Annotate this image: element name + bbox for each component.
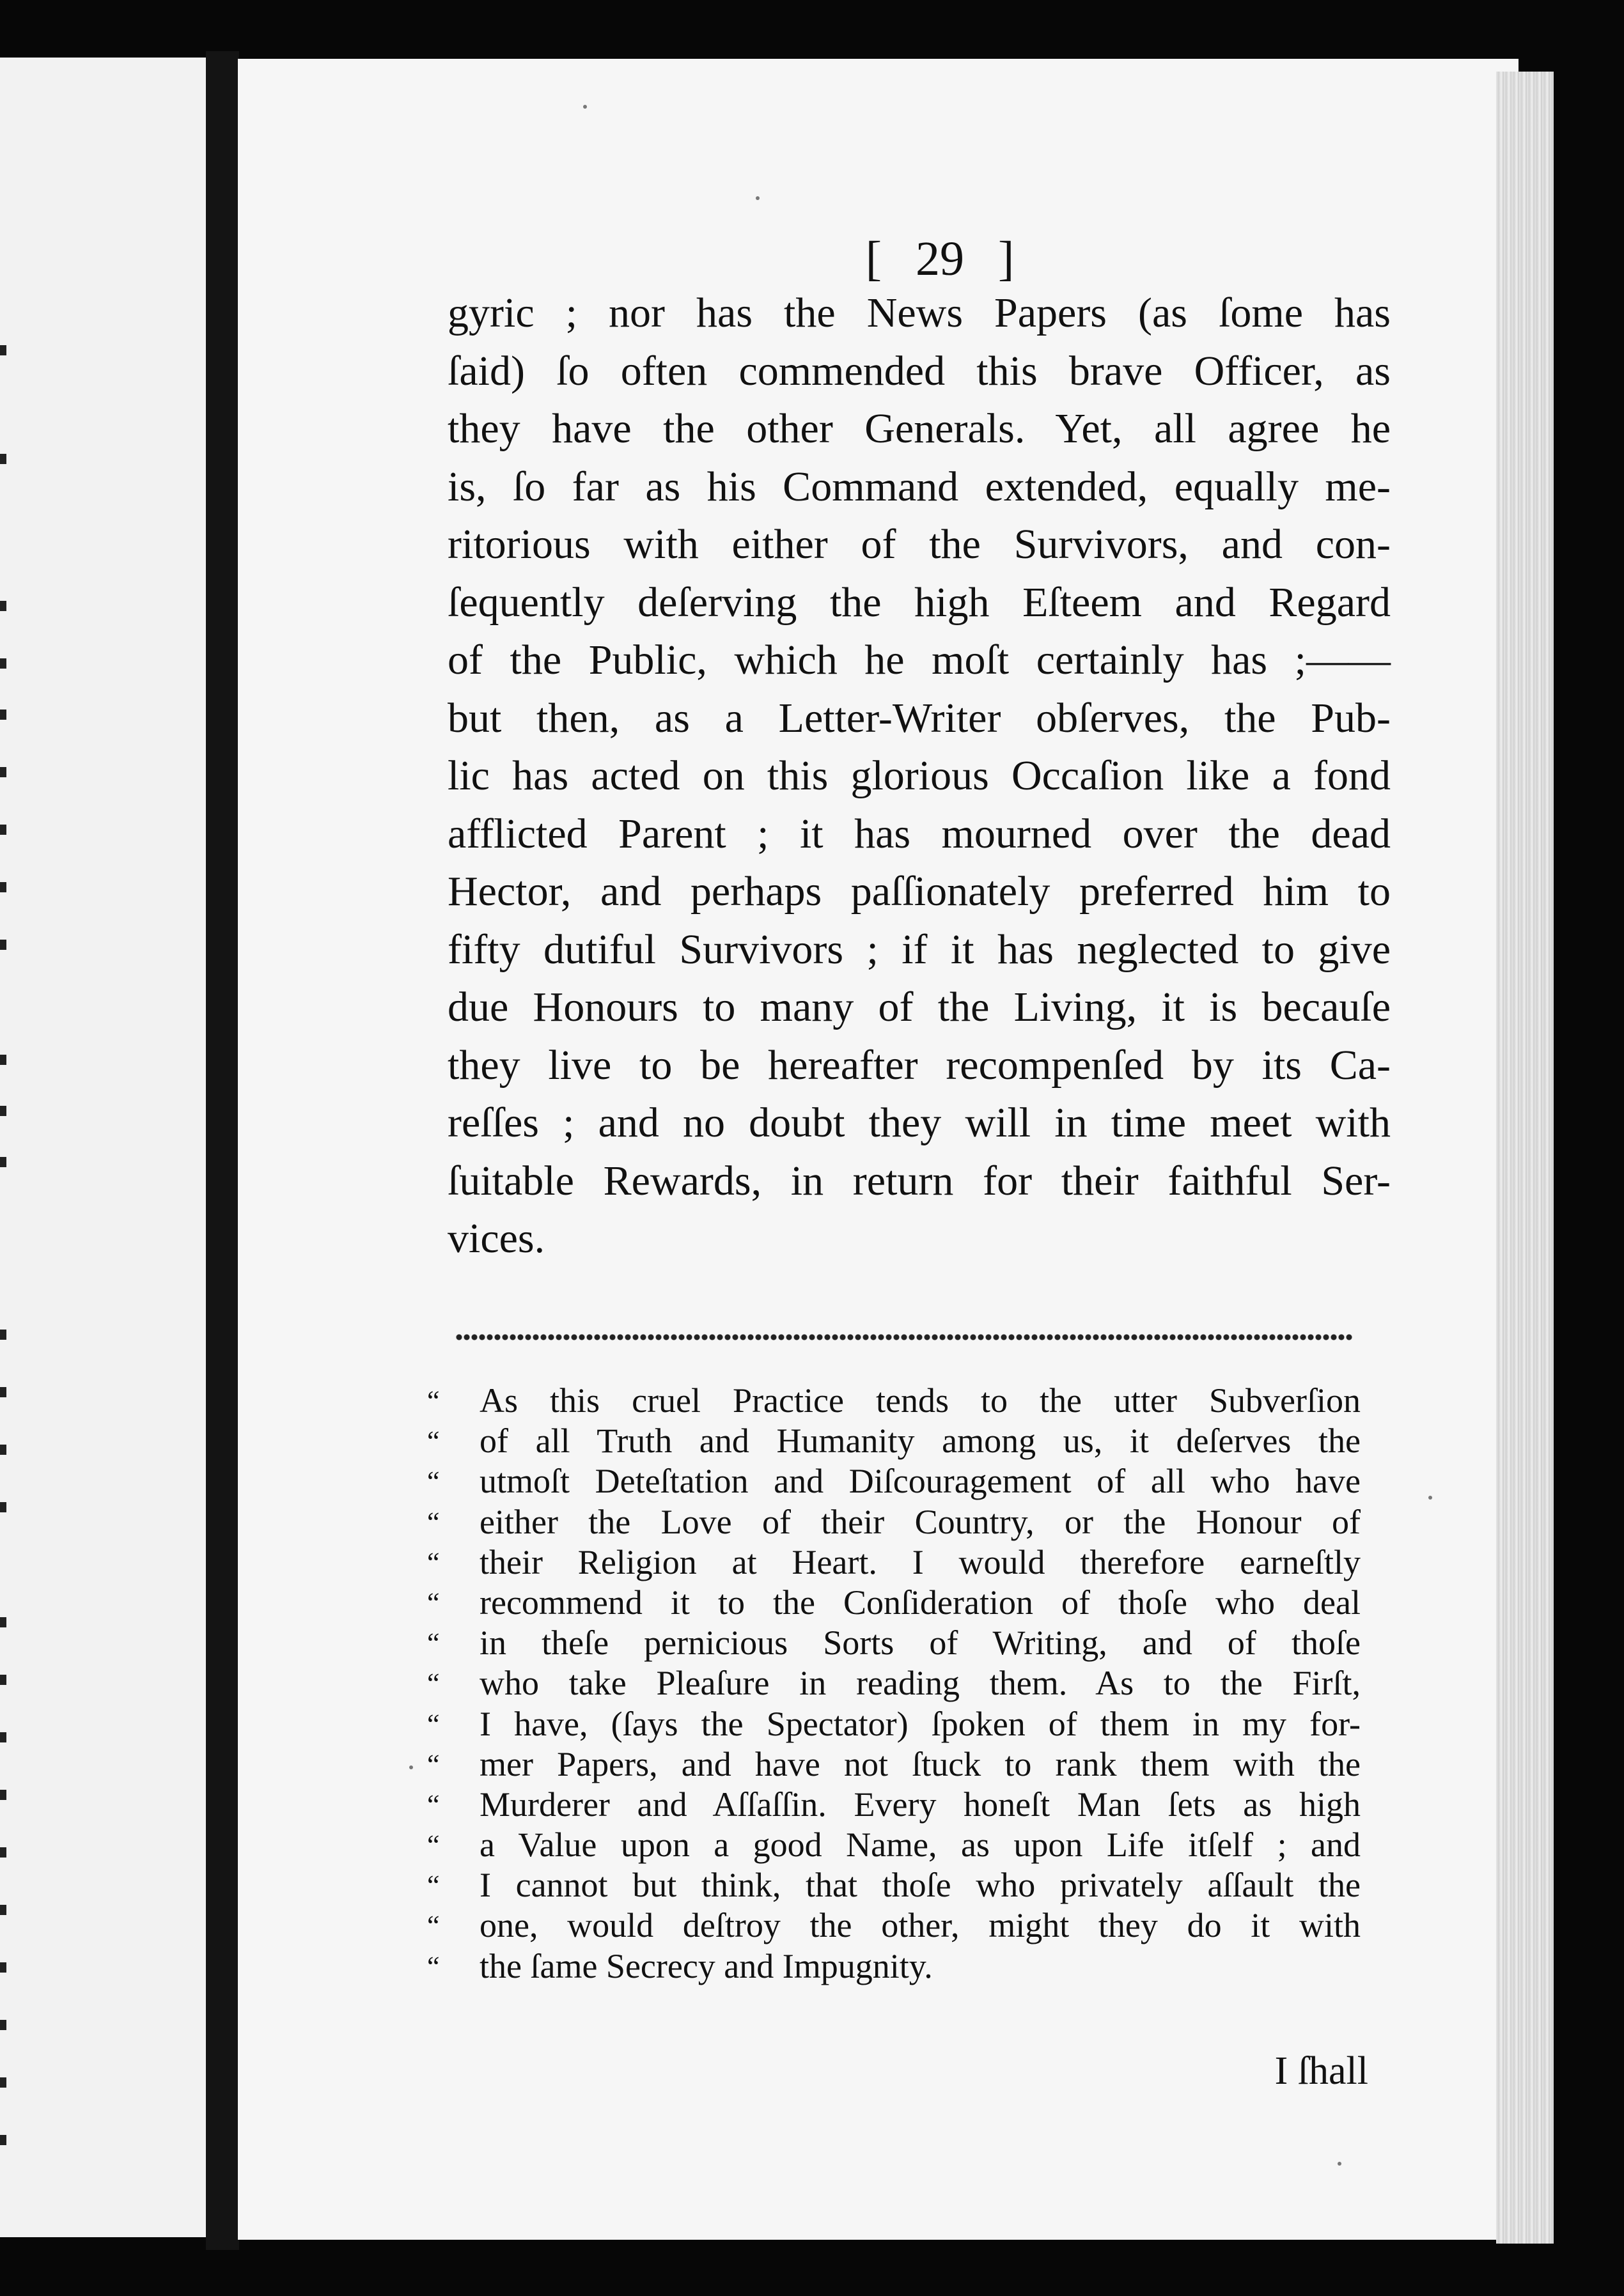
text-line: due Honours to many of the Living, it is becauſe	[448, 984, 1391, 1030]
bleed-mark	[0, 1847, 6, 1858]
bleed-mark	[0, 601, 6, 611]
text-line: lic has acted on this glorious Occaſion like a fond	[448, 752, 1391, 799]
footnote-line	[427, 1542, 1361, 1583]
bleed-mark	[0, 1675, 6, 1685]
text-line: but then, as a Letter-Writer obſerves, the Pub-	[448, 694, 1391, 741]
text-line: they have the other Generals. Yet, all agree he	[448, 405, 1391, 452]
text-line: ſuitable Rewards, in return for their faithful Ser-	[448, 1157, 1391, 1204]
bleed-mark	[0, 1157, 6, 1167]
footnote-text: either the Love of their Country, or the Honour of	[480, 1502, 1361, 1541]
footnote-line	[427, 1704, 1361, 1744]
footnote-line	[427, 1905, 1361, 1946]
bleed-mark	[0, 1790, 6, 1800]
footnote-text: Murderer and Aſſaſſin. Every honeſt Man ſets as high	[480, 1785, 1361, 1824]
text-line: ſaid) ſo often commended this brave Officer, as	[448, 347, 1391, 394]
text-line: ſequently deſerving the high Eſteem and Regard	[448, 578, 1391, 626]
quote-mark: “	[427, 1385, 440, 1416]
footnote-text: one, would deſtroy the other, might they do it with	[480, 1906, 1361, 1945]
bleed-mark	[0, 710, 6, 720]
bleed-mark	[0, 1055, 6, 1065]
bleed-mark	[0, 825, 6, 835]
quote-mark: “	[427, 1668, 440, 1700]
footnote-line	[427, 1785, 1361, 1825]
facing-page-edge	[0, 58, 206, 2237]
paper-speck	[583, 105, 587, 109]
paper-speck	[409, 1765, 413, 1769]
bleed-mark	[0, 658, 6, 669]
quote-mark: “	[427, 1950, 440, 1982]
quote-mark: “	[427, 1466, 440, 1498]
quote-mark: “	[427, 1708, 440, 1740]
bleed-mark	[0, 454, 6, 464]
catchword: I ſhall	[1274, 2049, 1368, 2093]
bleed-mark	[0, 2020, 6, 2030]
footnote-line	[427, 1744, 1361, 1785]
footnote-line	[427, 1663, 1361, 1703]
bleed-mark	[0, 1962, 6, 1973]
footnote-line	[427, 1461, 1361, 1501]
text-line: afflicted Parent ; it has mourned over the dead	[448, 810, 1391, 857]
footnote-line	[427, 1825, 1361, 1865]
bleed-mark	[0, 1330, 6, 1340]
bleed-mark	[0, 882, 6, 892]
quote-mark: “	[427, 1910, 440, 1942]
quote-mark: “	[427, 1586, 440, 1618]
paper-speck	[1338, 2162, 1341, 2166]
page-number: [ 29 ]	[865, 232, 1015, 286]
bleed-mark	[0, 940, 6, 950]
footnote-line	[427, 1502, 1361, 1542]
footnote-line	[427, 1421, 1361, 1461]
quote-mark: “	[427, 1788, 440, 1820]
bleed-mark	[0, 767, 6, 777]
quote-mark: “	[427, 1425, 440, 1457]
footnote-line	[427, 1946, 1361, 1987]
footnote-text: utmoſt Deteſtation and Diſcouragement of all who have	[480, 1462, 1361, 1501]
footnote-text: their Religion at Heart. I would therefore earneſtly	[480, 1542, 1361, 1581]
book-gutter	[206, 51, 239, 2250]
bleed-mark	[0, 1732, 6, 1742]
bleed-mark	[0, 1106, 6, 1116]
text-line: ritorious with either of the Survivors, and con-	[448, 521, 1391, 568]
text-line: is, ſo far as his Command extended, equally me-	[448, 463, 1391, 510]
footnote-text: mer Papers, and have not ſtuck to rank them with the	[480, 1744, 1361, 1783]
footnote-quotation	[427, 1381, 1361, 1987]
footnote-line	[427, 1381, 1361, 1421]
bleed-mark	[0, 2135, 6, 2145]
footnote-line	[427, 1865, 1361, 1905]
footnote-text: a Value upon a good Name, as upon Life itſelf ; and	[480, 1826, 1361, 1865]
footnote-text: I have, (ſays the Spectator) ſpoken of them in my for-	[480, 1704, 1361, 1743]
quote-mark: “	[427, 1829, 440, 1861]
footnote-text: of all Truth and Humanity among us, it deſerves the	[480, 1422, 1361, 1461]
bleed-mark	[0, 1502, 6, 1512]
quote-mark: “	[427, 1627, 440, 1659]
footnote-text: the ſame Secrecy and Impugnity.	[480, 1946, 933, 1985]
bleed-mark	[0, 1445, 6, 1455]
bleed-mark	[0, 2077, 6, 2088]
footnote-text: As this cruel Practice tends to the utter Subverſion	[480, 1381, 1361, 1420]
bleed-mark	[0, 345, 6, 355]
footnote-text: recommend it to the Conſideration of thoſe who deal	[480, 1583, 1361, 1622]
text-line: fifty dutiful Survivors ; if it has neglected to give	[448, 926, 1391, 973]
footnote-line	[427, 1583, 1361, 1623]
footnote-text: in theſe pernicious Sorts of Writing, and of thoſe	[480, 1624, 1361, 1663]
ornamental-divider	[455, 1330, 1354, 1345]
body-text	[448, 284, 1391, 1268]
text-line: Hector, and perhaps paſſionately preferred him to	[448, 868, 1391, 915]
bleed-mark	[0, 1617, 6, 1627]
text-line: vices.	[448, 1215, 545, 1262]
text-line: of the Public, which he moſt certainly has ;——	[448, 637, 1391, 683]
footnote-text: who take Pleaſure in reading them. As to the Firſt,	[480, 1664, 1361, 1703]
paper-speck	[756, 196, 760, 200]
footnote-text: I cannot but think, that thoſe who privately aſſault the	[480, 1866, 1361, 1905]
quote-mark: “	[427, 1506, 440, 1538]
paper-speck	[1428, 1496, 1432, 1500]
page-block-edges	[1496, 72, 1554, 2244]
text-line: they live to be hereafter recompenſed by its Ca-	[448, 1041, 1391, 1089]
quote-mark: “	[427, 1870, 440, 1902]
quote-mark: “	[427, 1748, 440, 1780]
quote-mark: “	[427, 1546, 440, 1578]
text-line: gyric ; nor has the News Papers (as ſome has	[448, 290, 1391, 336]
footnote-line	[427, 1623, 1361, 1663]
bleed-mark	[0, 1387, 6, 1397]
text-line: reſſes ; and no doubt they will in time meet with	[448, 1099, 1391, 1146]
bleed-mark	[0, 1905, 6, 1915]
